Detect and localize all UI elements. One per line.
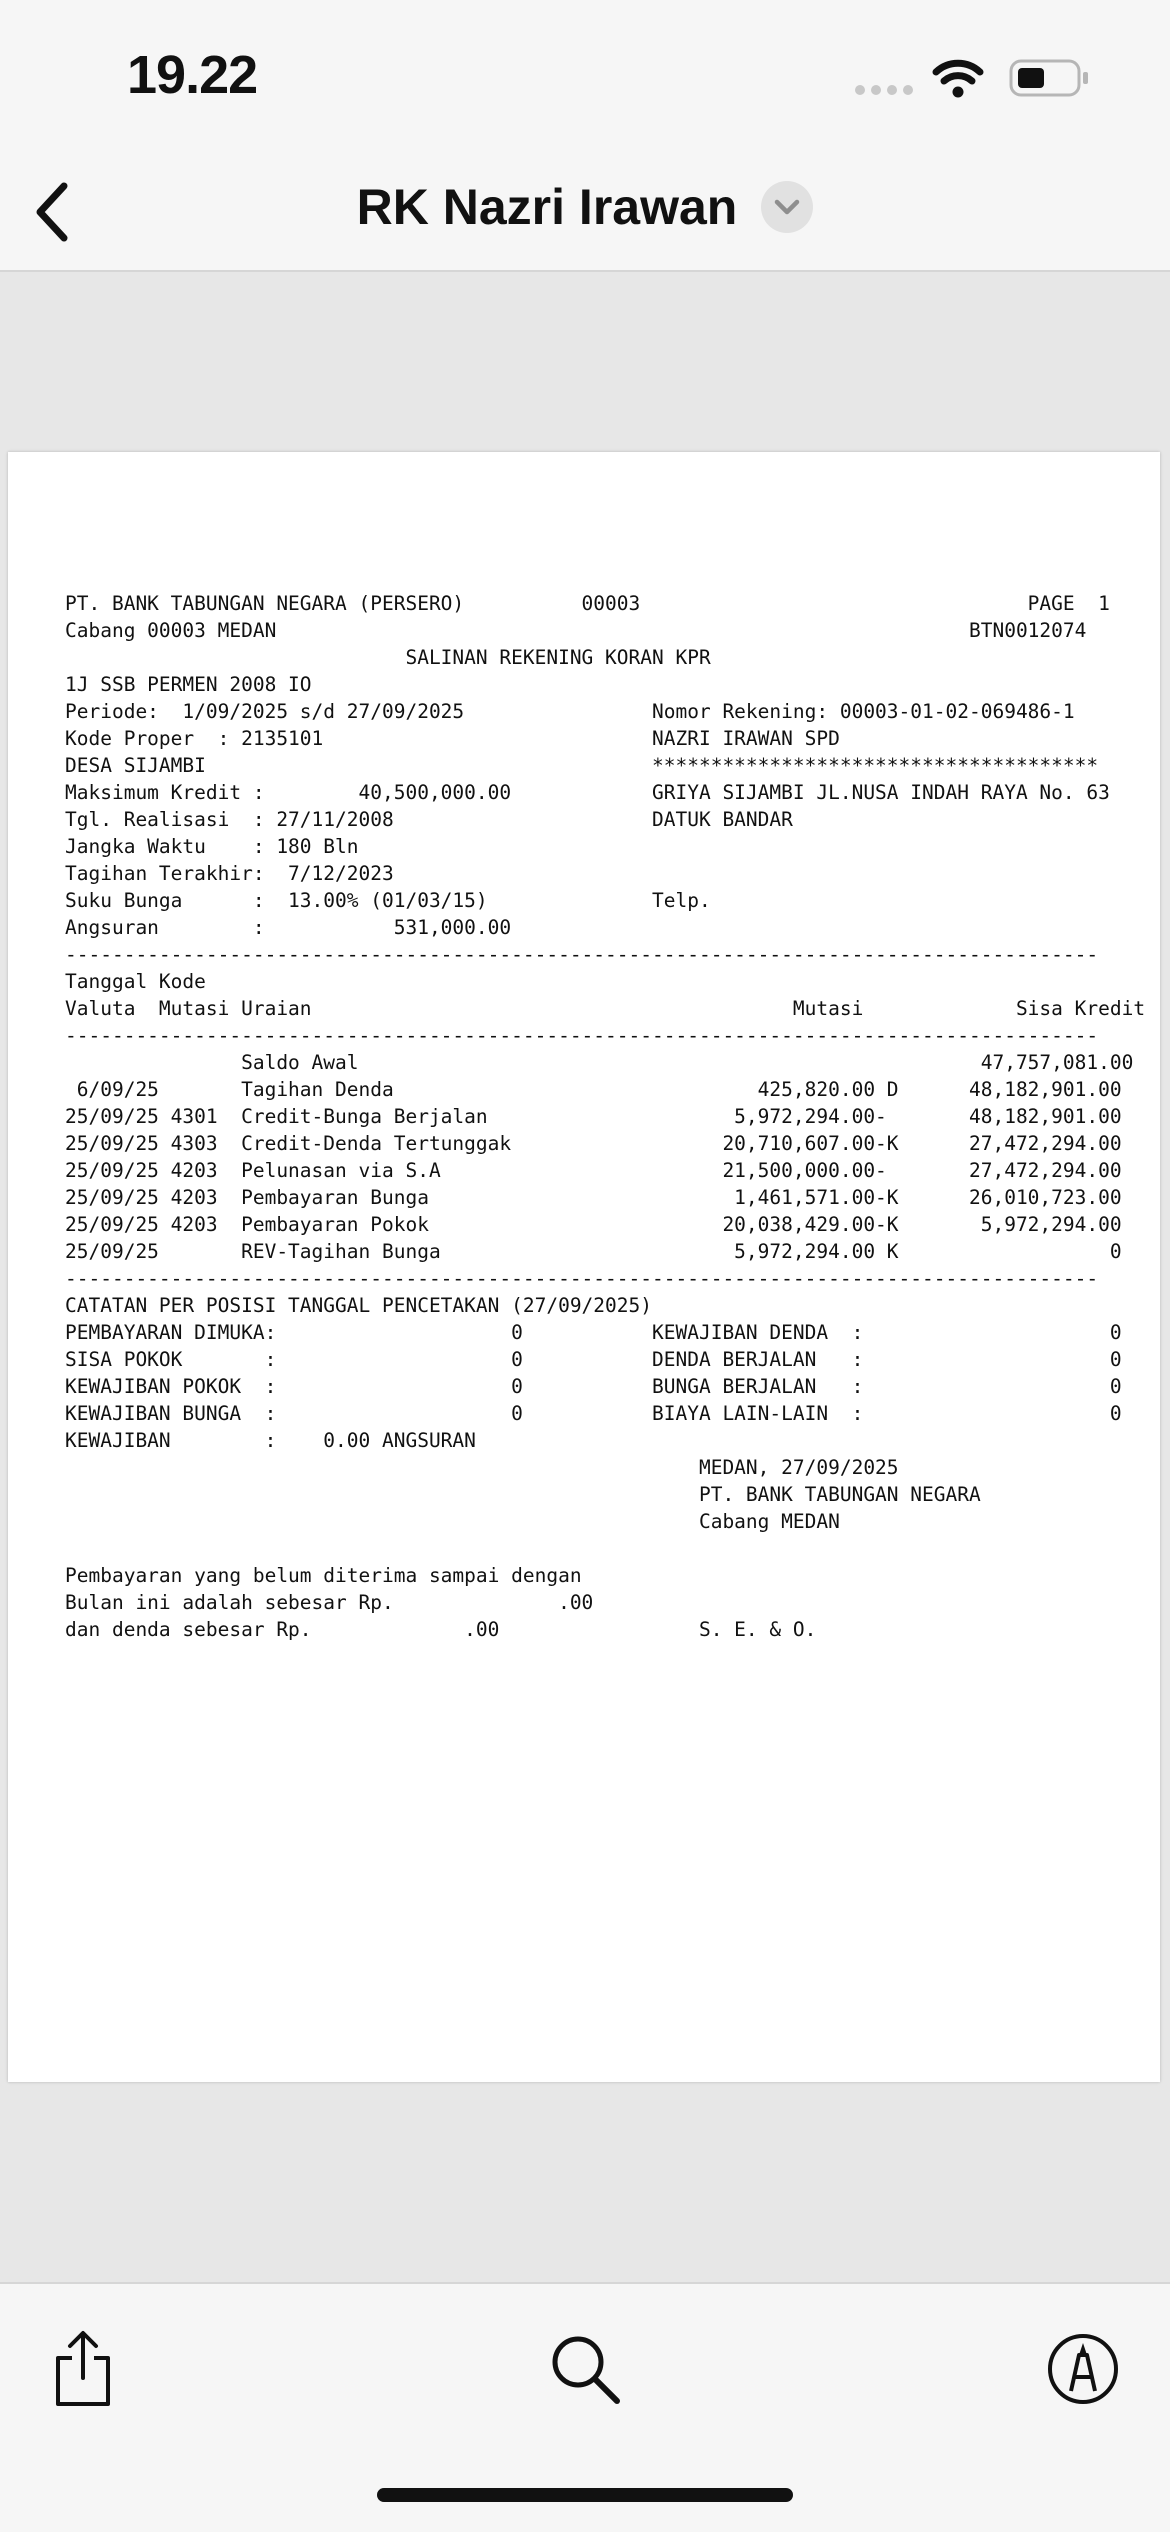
chevron-down-icon (774, 198, 800, 216)
statement-text (65, 590, 1145, 1643)
status-bar (0, 0, 1170, 150)
markup-button[interactable] (1038, 2324, 1128, 2414)
statement-line: PT. BANK TABUNGAN NEGARA (PERSERO) 00003 PAGE 1 (65, 592, 1110, 615)
statement-line: 6/09/25 Tagihan Denda 425,820.00 D 48,182,901.00 (65, 1078, 1122, 1101)
statement-line: Suku Bunga : 13.00% (01/03/15) Telp. (65, 889, 711, 912)
statement-line: 1J SSB PERMEN 2008 IO (65, 673, 312, 696)
home-indicator (377, 2488, 793, 2502)
statement-line: Jangka Waktu : 180 Bln (65, 835, 359, 858)
title-menu-button[interactable] (761, 181, 813, 233)
cellular-signal-icon (855, 85, 913, 95)
statement-line: Maksimum Kredit : 40,500,000.00 GRIYA SIJAMBI JL.NUSA INDAH RAYA No. 63 (65, 781, 1110, 804)
statement-line: PEMBAYARAN DIMUKA: 0 KEWAJIBAN DENDA : 0 (65, 1321, 1122, 1344)
status-time: 19.22 (127, 45, 258, 105)
statement-line: Tgl. Realisasi : 27/11/2008 DATUK BANDAR (65, 808, 793, 831)
statement-line: Angsuran : 531,000.00 (65, 916, 512, 939)
statement-line (65, 1535, 1145, 1562)
statement-line: Saldo Awal 47,757,081.00 (65, 1051, 1134, 1074)
statement-line: SISA POKOK : 0 DENDA BERJALAN : 0 (65, 1348, 1122, 1371)
markup-pen-icon (1045, 2331, 1121, 2407)
statement-line: Valuta Mutasi Uraian Mutasi Sisa Kredit (65, 997, 1146, 1020)
statement-line: KEWAJIBAN : 0.00 ANGSURAN (65, 1429, 476, 1452)
statement-line: ---------------------------------------------------------------------------------------- (65, 943, 1099, 966)
statement-line: 25/09/25 4301 Credit-Bunga Berjalan 5,972,294.00- 48,182,901.00 (65, 1105, 1122, 1128)
document-page (8, 452, 1160, 2082)
wifi-icon (932, 58, 984, 98)
share-button[interactable] (38, 2324, 128, 2414)
statement-line: CATATAN PER POSISI TANGGAL PENCETAKAN (27/09/2025) (65, 1294, 652, 1317)
statement-line: DESA SIJAMBI ************************************** (65, 754, 1099, 777)
statement-line: KEWAJIBAN BUNGA : 0 BIAYA LAIN-LAIN : 0 (65, 1402, 1122, 1425)
document-viewer[interactable] (0, 272, 1170, 2282)
statement-line: Cabang 00003 MEDAN BTN0012074 (65, 619, 1087, 642)
statement-line: 25/09/25 4203 Pembayaran Bunga 1,461,571.00-K 26,010,723.00 (65, 1186, 1122, 1209)
statement-line: PT. BANK TABUNGAN NEGARA (65, 1483, 981, 1506)
document-title: RK Nazri Irawan (356, 179, 738, 235)
statement-line: Cabang MEDAN (65, 1510, 840, 1533)
statement-line: 25/09/25 4203 Pelunasan via S.A 21,500,000.00- 27,472,294.00 (65, 1159, 1122, 1182)
statement-line: Pembayaran yang belum diterima sampai dengan (65, 1564, 582, 1587)
statement-line: 25/09/25 4203 Pembayaran Pokok 20,038,429.00-K 5,972,294.00 (65, 1213, 1122, 1236)
battery-icon (1008, 56, 1092, 100)
title-group (0, 178, 1170, 236)
statement-line: Tanggal Kode (65, 970, 206, 993)
statement-line: 25/09/25 REV-Tagihan Bunga 5,972,294.00 K 0 (65, 1240, 1122, 1263)
statement-line: KEWAJIBAN POKOK : 0 BUNGA BERJALAN : 0 (65, 1375, 1122, 1398)
share-icon (50, 2328, 116, 2410)
statement-line: Periode: 1/09/2025 s/d 27/09/2025 Nomor Rekening: 00003-01-02-069486-1 (65, 700, 1075, 723)
statement-line: Kode Proper : 2135101 NAZRI IRAWAN SPD (65, 727, 840, 750)
search-icon (547, 2331, 623, 2407)
statement-line: SALINAN REKENING KORAN KPR (65, 646, 711, 669)
statement-line: MEDAN, 27/09/2025 (65, 1456, 899, 1479)
statement-line: Bulan ini adalah sebesar Rp. .00 (65, 1591, 594, 1614)
statement-line: 25/09/25 4303 Credit-Denda Tertunggak 20,710,607.00-K 27,472,294.00 (65, 1132, 1122, 1155)
statement-line: ---------------------------------------------------------------------------------------- (65, 1024, 1099, 1047)
search-button[interactable] (540, 2324, 630, 2414)
statement-line: ---------------------------------------------------------------------------------------- (65, 1267, 1099, 1290)
navigation-bar (0, 150, 1170, 272)
statement-line: dan denda sebesar Rp. .00 S. E. & O. (65, 1618, 817, 1641)
statement-line: Tagihan Terakhir: 7/12/2023 (65, 862, 394, 885)
